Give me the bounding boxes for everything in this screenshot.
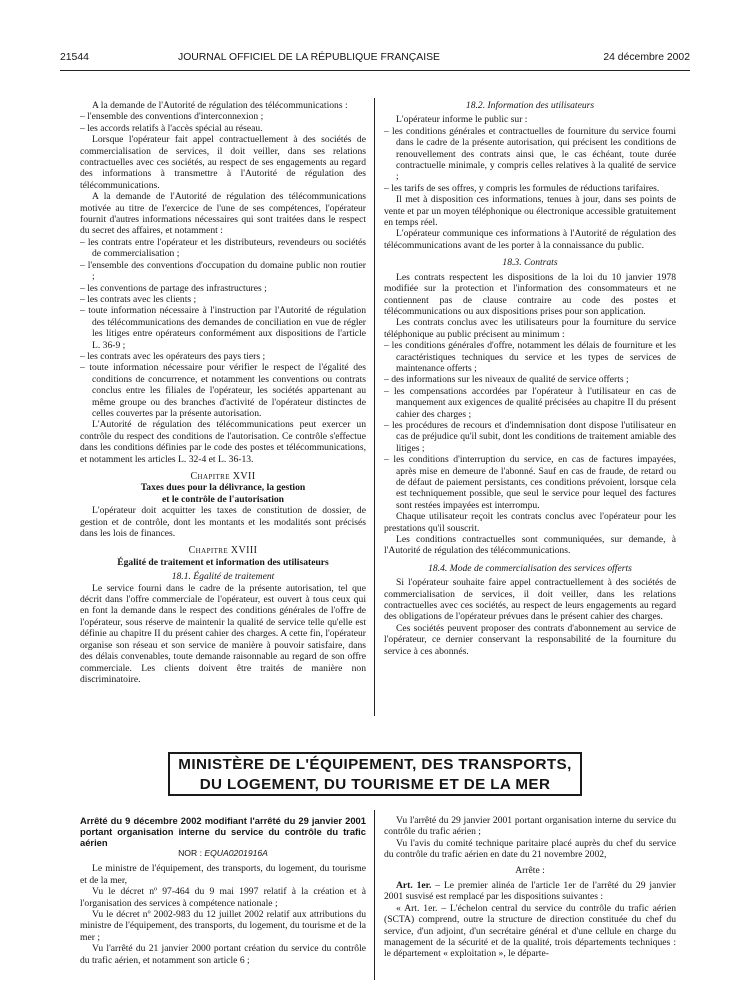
list-item: – les procédures de recours et d'indemnisation dont dispose l'utilisateur en cas de préjudice qu'il subit, dont les conditions de traitement amiable des litiges ; — [384, 419, 676, 454]
paragraph: Vu l'avis du comité technique paritaire placé auprès du chef du service du contrôle du trafic aérien en date du 21 novembre 2002, — [384, 837, 676, 861]
list-item: – les conventions de partage des infrastructures ; — [80, 282, 267, 294]
paragraph: Lorsque l'opérateur fait appel contractuellement à des sociétés de commercialisation de services, il doit veiller, dans ses relations contractuelles avec ces sociétés, au respect de ses engagements au regard des informations à transmettre à l'Autorité de régulation des télécommunications. — [80, 134, 366, 191]
paragraph: Les contrats respectent les dispositions de la loi du 10 janvier 1978 modifiée sur la protection et l'information des consommateurs et ne contiennent pas de clause contraire au code des postes et télécommunications ou aux dispositions prises pour son application. — [384, 271, 676, 317]
article-label: Art. 1er. — [396, 880, 432, 892]
right-column — [384, 100, 676, 657]
list-item: – les accords relatifs à l'accès spécial au réseau. — [80, 122, 263, 134]
section-heading: 18.3. Contrats — [502, 257, 558, 269]
column-divider — [374, 98, 375, 716]
column-divider — [374, 810, 375, 980]
chapter-title: Égalité de traitement et information des utilisateurs — [117, 556, 329, 568]
paragraph: L'opérateur doit acquitter les taxes de constitution de dossier, de gestion et de contrôle, dont les montants et les modalités sont précisés dans les lois de finances. — [80, 505, 366, 540]
arrete-title: Arrêté du 9 décembre 2002 modifiant l'arrêté du 29 janvier 2001 portant organisation interne du service du contrôle du trafic aérien — [80, 815, 366, 848]
paragraph: Vu l'arrêté du 29 janvier 2001 portant organisation interne du service du contrôle du trafic aérien ; — [384, 815, 676, 838]
left-column — [80, 100, 366, 685]
paragraph: A la demande de l'Autorité de régulation des télécommunications motivée au titre de l'exercice de l'une de ses compétences, l'opérateur fournit d'autres informations nécessaires qui sont traitées dans le respect du secret des affaires, et notamment : — [80, 191, 366, 237]
header-rule — [60, 70, 690, 71]
chapter-label: Chapitre XVIII — [188, 545, 258, 557]
paragraph: Le ministre de l'équipement, des transports, du logement, du tourisme et de la mer, — [80, 863, 366, 886]
paragraph: L'opérateur communique ces informations à l'Autorité de régulation des télécommunications avant de les porter à la connaissance du public. — [384, 228, 676, 251]
list-item: – les contrats avec les opérateurs des pays tiers ; — [80, 350, 266, 362]
paragraph: L'Autorité de régulation des télécommunications peut exercer un contrôle du respect des conditions de l'autorisation. Ce contrôle s'effectue dans les conditions définies par le code des postes et télécommunications, et notamment les articles L. 32-4 et L. 36-13. — [80, 419, 366, 465]
list-item: – les contrats entre l'opérateur et les distributeurs, revendeurs ou sociétés de commercialisation ; — [80, 236, 366, 260]
running-header — [60, 52, 690, 66]
nor-reference — [80, 848, 366, 859]
list-item: – les contrats avec les clients ; — [80, 293, 197, 305]
nor-label: NOR : — [178, 848, 202, 858]
paragraph: Il met à disposition ces informations, tenues à jour, dans ses points de vente et par un moyen téléphonique ou électronique accessible gratuitement en temps réel. — [384, 194, 676, 229]
paragraph: Chaque utilisateur reçoit les contrats conclus avec l'opérateur pour les prestations qu'il souscrit. — [384, 511, 676, 534]
article-paragraph — [384, 880, 676, 903]
chapter-title: et le contrôle de l'autorisation — [161, 493, 285, 505]
section-heading: 18.1. Égalité de traitement — [171, 571, 275, 583]
paragraph: Vu le décret nº 2002-983 du 12 juillet 2002 relatif aux attributions du ministre de l'équipement, des transports, du logement, du tourisme et de la mer ; — [80, 909, 366, 943]
list-item: – l'ensemble des conventions d'interconnexion ; — [80, 111, 264, 123]
paragraph: Les contrats conclus avec les utilisateurs pour la fourniture du service téléphonique au public précisent au minimum : — [384, 317, 676, 340]
chapter-label: Chapitre XVII — [190, 471, 256, 482]
issue-date: 24 décembre 2002 — [603, 52, 690, 63]
page-number: 21544 — [60, 52, 89, 63]
nor-value: EQUA0201916A — [204, 848, 268, 858]
paragraph: Les conditions contractuelles sont communiquées, sur demande, à l'Autorité de régulation des télécommunications. — [384, 534, 676, 557]
ministry-line-1: MINISTÈRE DE L'ÉQUIPEMENT, DES TRANSPORTS, — [178, 756, 572, 773]
paragraph: A la demande de l'Autorité de régulation des télécommunications : — [92, 100, 348, 111]
list-item: – les compensations accordées par l'opérateur à l'utilisateur en cas de manquement aux exigences de qualité précisées au chapitre II du présent cahier des charges ; — [384, 385, 676, 420]
list-item: – toute information nécessaire à l'instruction par l'Autorité de régulation des télécommunications des demandes de conciliation en vue de régler les litiges entre opérateurs conformément aux dispositions de l'article L. 36-9 ; — [80, 305, 366, 351]
paragraph: Si l'opérateur souhaite faire appel contractuellement à des sociétés de commercialisation de services, il doit veiller, dans les relations contractuelles avec ces sociétés, au respect de leurs engagements au regard des obligations de l'opérateur prévues dans le présent cahier des charges. — [384, 577, 676, 623]
list-item: – les conditions générales et contractuelles de fourniture du service fourni dans le cadre de la présente autorisation, qui précisent les conditions de renouvellement des contrats ainsi que, le cas échéant, toute durée contractuelle minimale, y compris celles relatives à la qualité de service ; — [384, 125, 676, 183]
chapter-title: Taxes dues pour la délivrance, la gestion — [140, 482, 306, 494]
paragraph: « Art. 1er. – L'échelon central du service du contrôle du trafic aérien (SCTA) comprend, outre la structure de direction constituée du chef du service, d'un adjoint, d'un secrétaire général et d'une cellule en charge du management de la sécurité et de la qualité, trois départements techniques : le département « exploitation », le départe- — [384, 902, 676, 960]
list-item: – les tarifs de ses offres, y compris les formules de réductions tarifaires. — [384, 182, 660, 194]
paragraph: Vu le décret nº 97-464 du 9 mai 1997 relatif à la création et à l'organisation des services à compétence nationale ; — [80, 886, 366, 909]
ministry-line-2: DU LOGEMENT, DU TOURISME ET DE LA MER — [199, 776, 551, 793]
ministry-banner — [168, 752, 582, 796]
list-item: – les conditions générales d'offre, notamment les délais de fourniture et les caractéristiques techniques du service et les types de services de maintenance offerts ; — [384, 340, 676, 374]
list-item: – des informations sur les niveaux de qualité de service offerts ; — [384, 374, 629, 386]
journal-title: JOURNAL OFFICIEL DE LA RÉPUBLIQUE FRANÇAISE — [178, 52, 440, 63]
list-item: – l'ensemble des conventions d'occupation du domaine public non routier ; — [80, 259, 366, 283]
article-text: – Le premier alinéa de l'article 1er de l'arrêté du 29 janvier 2001 susvisé est remplacé par les dispositions suivantes : — [384, 880, 677, 903]
section-heading: 18.4. Mode de commercialisation des services offerts — [428, 562, 632, 574]
list-item: – les conditions d'interruption du service, en cas de factures impayées, après mise en demeure de l'abonné. Sauf en cas de fraude, de retard ou de défaut de paiement persistants, ces conditions prévoient, lorsque cela est techniquement possible, que seul le service pour lequel des factures sont restées impayées est interrompu. — [384, 454, 676, 511]
paragraph: L'opérateur informe le public sur : — [396, 114, 528, 126]
arrete-decision: Arrête : — [515, 864, 545, 876]
list-item: – toute information nécessaire pour vérifier le respect de l'égalité des conditions de concurrence, et notamment les conventions ou contrats conclus entre les filiales de l'opérateur, les sociétés appartenant au même groupe ou des branches d'activité de l'opérateur distinctes de celles couvertes par la présente autorisation. — [80, 362, 366, 419]
arrete-right-column — [384, 815, 676, 960]
paragraph: Le service fourni dans le cadre de la présente autorisation, tel que décrit dans l'offre commerciale de l'opérateur, est ouvert à tous ceux qui en font la demande dans le respect des conditions générales de l'offre de l'opérateur, sous réserve de maintenir la qualité de service telle qu'elle est définie au chapitre II du présent cahier des charges. A cette fin, l'opérateur organise son réseau et son service de manière à pouvoir satisfaire, dans des délais convenables, toute demande raisonnable au regard de son offre commerciale. Les clients doivent être traités de manière non discriminatoire. — [80, 582, 366, 685]
section-heading: 18.2. Information des utilisateurs — [465, 100, 595, 111]
paragraph: Ces sociétés peuvent proposer des contrats d'abonnement au service de l'opérateur, ce dernier conservant la responsabilité de la fourniture du service à ces abonnés. — [384, 622, 676, 657]
paragraph: Vu l'arrêté du 21 janvier 2000 portant création du service du contrôle du trafic aérien, et notamment son article 6 ; — [80, 943, 366, 966]
arrete-left-column — [80, 815, 366, 966]
